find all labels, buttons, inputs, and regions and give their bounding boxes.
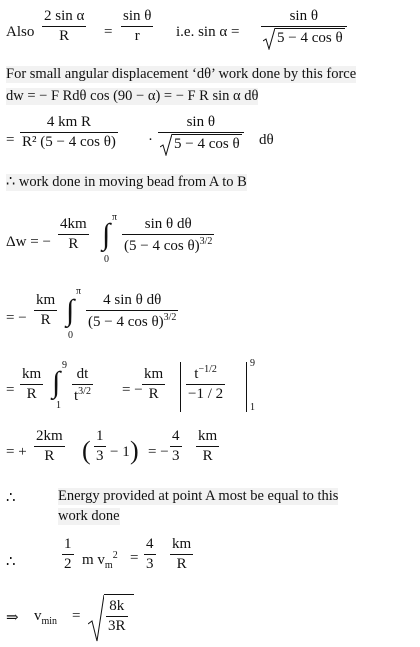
dot-operator: · xyxy=(148,132,153,148)
line-work-done-a-to-b: ∴ work done in moving bead from A to B xyxy=(6,174,247,190)
denominator xyxy=(86,311,178,331)
fraction-km-over-R xyxy=(34,292,57,329)
fraction-2sin-alpha-over-R xyxy=(42,8,86,45)
fraction-one-third xyxy=(94,428,106,465)
numerator: 1 xyxy=(94,428,106,447)
numerator: sin θ xyxy=(121,8,153,27)
denominator xyxy=(72,385,93,405)
denominator xyxy=(158,133,244,153)
upper-limit: π xyxy=(112,212,118,223)
v-text: v xyxy=(34,608,42,624)
d-theta: dθ xyxy=(259,132,274,148)
numerator xyxy=(186,364,225,385)
fraction-sin-theta-over-r xyxy=(121,8,153,45)
numerator: 8k xyxy=(106,598,128,617)
evaluation-bar-left xyxy=(180,362,181,412)
numerator: 1 xyxy=(62,536,74,555)
equals-minus: = − xyxy=(148,444,169,460)
fraction-km-over-R xyxy=(20,366,43,403)
subscript-min: min xyxy=(41,616,58,627)
equals-sign: = xyxy=(6,382,15,398)
integral-sign: ∫ xyxy=(102,218,111,251)
denominator: R xyxy=(68,236,79,252)
numerator: km xyxy=(20,366,43,385)
denominator: 3 xyxy=(146,556,154,572)
integral-sign: ∫ xyxy=(52,366,61,399)
right-paren: ) xyxy=(130,436,139,465)
line-v-min xyxy=(6,592,416,644)
minus-one: − 1 xyxy=(110,444,130,460)
fraction-km-over-R xyxy=(170,536,193,573)
radical-sign xyxy=(263,28,275,50)
numerator: km xyxy=(170,536,193,555)
denominator: 2 xyxy=(64,556,72,572)
denominator-base: (5 − 4 cos θ) xyxy=(88,314,164,330)
denominator: R xyxy=(26,386,37,402)
fraction-sin-theta-over-sqrt xyxy=(261,8,347,47)
numerator: sin θ dθ xyxy=(122,216,214,235)
integrand xyxy=(86,292,178,331)
numerator: 2km xyxy=(34,428,65,447)
lower-limit: 1 xyxy=(56,400,61,411)
denominator: 3 xyxy=(172,448,180,464)
numerator: 4 km R xyxy=(20,114,118,133)
lower-limit: 0 xyxy=(68,330,73,341)
fraction-4-over-3 xyxy=(144,536,156,573)
radical-bar xyxy=(104,594,134,595)
eval-lower-limit: 1 xyxy=(250,402,255,413)
delta-w-lhs: Δw = − xyxy=(6,234,51,250)
denominator xyxy=(122,235,214,255)
sqrt xyxy=(263,28,345,47)
denominator xyxy=(261,27,347,47)
sqrt xyxy=(160,134,242,153)
denominator: R xyxy=(59,28,70,44)
therefore-symbol: ∴ xyxy=(6,490,16,506)
equals-sign: = xyxy=(130,550,139,566)
therefore-symbol: ∴ xyxy=(6,554,16,570)
ie-sin-alpha: i.e. sin α = xyxy=(176,24,240,40)
fraction-4km-over-R xyxy=(58,216,89,253)
upper-limit: 9 xyxy=(62,360,67,371)
equals-minus: = − xyxy=(122,382,143,398)
radical-sign xyxy=(160,134,172,156)
integral-sign: ∫ xyxy=(66,294,75,327)
denominator-base: t xyxy=(74,388,79,404)
energy-text-2: work done xyxy=(58,508,120,524)
evaluation-bar-right xyxy=(246,362,247,412)
numerator: km xyxy=(142,366,165,385)
equals-sign: = xyxy=(6,132,15,148)
implies-arrow: ⇒ xyxy=(6,610,19,626)
line-kinetic-energy xyxy=(6,534,416,586)
denominator: r xyxy=(134,28,140,44)
numerator-base: t xyxy=(194,366,199,382)
equals-sign: = xyxy=(72,608,81,624)
numerator: 4 sin θ dθ xyxy=(86,292,178,311)
subscript-m: m xyxy=(104,560,113,571)
fraction-sin-theta-sqrt xyxy=(158,114,244,153)
denominator: R xyxy=(44,448,55,464)
fraction-km-over-R-2 xyxy=(142,366,165,403)
fraction-4-over-3 xyxy=(170,428,182,465)
numerator: km xyxy=(196,428,219,447)
fraction-km-over-R xyxy=(196,428,219,465)
v-min xyxy=(34,608,57,627)
numerator: km xyxy=(34,292,57,311)
fraction-2km-over-R xyxy=(34,428,65,465)
exponent: 3/2 xyxy=(78,386,91,397)
numerator: 4 xyxy=(170,428,182,447)
equals-sign: = xyxy=(104,24,113,40)
fraction-4kmR xyxy=(20,114,118,151)
numerator: sin θ xyxy=(158,114,244,133)
denominator: R xyxy=(176,556,187,572)
numerator: 4km xyxy=(58,216,89,235)
exponent: −1/2 xyxy=(198,364,217,375)
denominator: R xyxy=(202,448,213,464)
numerator: 2 sin α xyxy=(42,8,86,27)
exponent: 3/2 xyxy=(199,236,213,247)
denominator: −1 / 2 xyxy=(188,386,224,402)
line-energy-statement xyxy=(6,486,416,530)
integrand-dt xyxy=(72,366,93,405)
line-substitution xyxy=(6,356,416,422)
denominator: 3R xyxy=(108,618,126,634)
fraction-t-power xyxy=(186,364,225,403)
fraction-one-half xyxy=(62,536,74,573)
lower-limit: 0 xyxy=(104,254,109,265)
denominator: 3 xyxy=(96,448,104,464)
exponent: 3/2 xyxy=(163,312,177,323)
line-minus-km-over-R xyxy=(6,282,416,352)
eval-upper-limit: 9 xyxy=(250,358,255,369)
numerator: dt xyxy=(72,366,93,385)
radicand: 5 − 4 cos θ xyxy=(277,30,343,46)
line-small-displacement: For small angular displacement ‘dθ’ work done by this force xyxy=(6,66,357,82)
minus-lhs: = − xyxy=(6,310,27,326)
radical-sign xyxy=(88,594,104,642)
denominator: R² (5 − 4 cos θ) xyxy=(22,134,116,150)
line-dw: dw = − F Rdθ cos (90 − α) = − F R sin α dθ xyxy=(6,88,259,104)
superscript-2: 2 xyxy=(112,550,118,561)
fraction-8k-over-3R xyxy=(106,598,128,635)
numerator: sin θ xyxy=(261,8,347,27)
numerator: 4 xyxy=(144,536,156,555)
denominator-base: (5 − 4 cos θ) xyxy=(124,238,200,254)
plus-lhs: = + xyxy=(6,444,27,460)
radicand: 5 − 4 cos θ xyxy=(174,136,240,152)
also-text: Also xyxy=(6,24,35,40)
line-result xyxy=(6,426,416,482)
denominator: R xyxy=(40,312,51,328)
integrand xyxy=(122,216,214,255)
m-v-squared xyxy=(82,550,118,571)
denominator: R xyxy=(148,386,159,402)
upper-limit: π xyxy=(76,286,82,297)
mv-text: m v xyxy=(82,552,105,568)
left-paren: ( xyxy=(82,436,91,465)
line-delta-w xyxy=(6,208,416,278)
energy-text-1: Energy provided at point A most be equal to this xyxy=(58,488,339,504)
